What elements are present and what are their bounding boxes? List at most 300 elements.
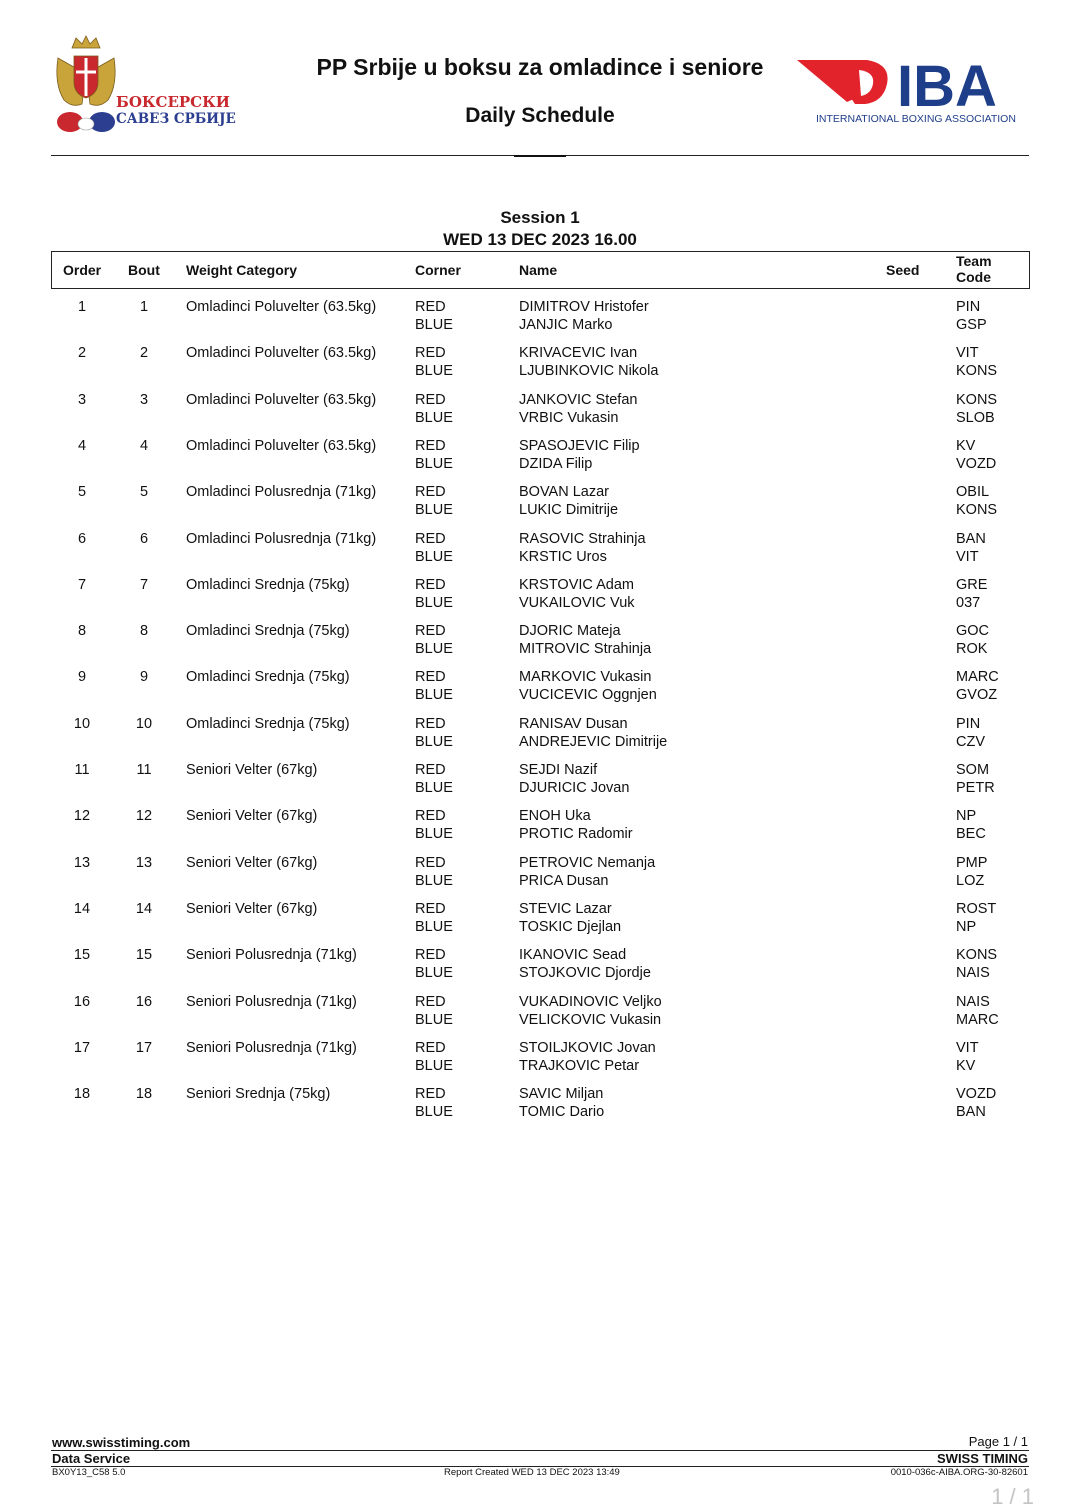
boxer-names <box>519 900 621 936</box>
boxer-names-line: IKANOVIC Sead <box>519 947 627 964</box>
boxer-names-line: MITROVIC Strahinja <box>519 641 652 658</box>
bout-number-line: 8 <box>139 623 149 640</box>
table-row <box>0 298 1080 344</box>
svg-text:САВЕЗ СРБИЈЕ: САВЕЗ СРБИЈЕ <box>116 111 236 127</box>
footer-report-created: Report Created WED 13 DEC 2023 13:49 <box>444 1467 620 1478</box>
weight-category-line: Seniori Velter (67kg) <box>186 854 318 871</box>
weight-category <box>186 344 376 362</box>
bout-number-line: 4 <box>139 437 149 454</box>
bout-number-line: 3 <box>139 391 149 408</box>
team-codes-line: LOZ <box>956 872 985 889</box>
corner-labels <box>415 622 453 658</box>
weight-category <box>186 900 317 918</box>
boxer-names-line: LJUBINKOVIC Nikola <box>519 363 659 380</box>
weight-category-line: Seniori Velter (67kg) <box>186 900 318 917</box>
boxer-names-line: JANKOVIC Stefan <box>519 391 638 408</box>
bout-order-line: 6 <box>77 530 87 547</box>
bout-order <box>52 715 112 733</box>
corner-labels <box>415 483 453 519</box>
boxer-names <box>519 993 662 1029</box>
corner-labels-line: BLUE <box>415 918 453 935</box>
corner-labels <box>415 298 453 334</box>
weight-category <box>186 1085 330 1103</box>
team-codes <box>956 437 996 473</box>
weight-category <box>186 1039 357 1057</box>
footer-code: BX0Y13_C58 5.0 <box>52 1467 126 1478</box>
boxer-names <box>519 437 640 473</box>
table-row <box>0 807 1080 853</box>
bout-number <box>116 437 172 455</box>
viewer-page-indicator: 1 / 1 <box>991 1484 1034 1509</box>
team-codes-line: BAN <box>956 530 986 547</box>
boxer-names <box>519 622 651 658</box>
bout-number <box>116 1085 172 1103</box>
corner-labels-line: BLUE <box>415 687 453 704</box>
bout-number <box>116 1039 172 1057</box>
bout-order-line: 16 <box>73 993 91 1010</box>
weight-category <box>186 483 376 501</box>
bout-number-line: 17 <box>135 1039 153 1056</box>
boxer-names-line: ENOH Uka <box>519 808 591 825</box>
table-row <box>0 854 1080 900</box>
corner-labels <box>415 715 453 751</box>
corner-labels <box>415 1085 453 1121</box>
corner-labels <box>415 576 453 612</box>
corner-labels-line: BLUE <box>415 502 453 519</box>
weight-category-line: Omladinci Srednja (75kg) <box>186 669 350 686</box>
corner-labels-line: BLUE <box>415 1011 453 1028</box>
weight-category-line: Seniori Polusrednja (71kg) <box>186 1039 357 1056</box>
boxing-federation-serbia-logo <box>52 34 236 140</box>
weight-category-line: Omladinci Srednja (75kg) <box>186 576 350 593</box>
corner-labels-line: RED <box>415 299 446 315</box>
boxer-names-line: PRICA Dusan <box>519 872 609 889</box>
footer-brand: SWISS TIMING <box>937 1451 1028 1466</box>
bout-order <box>52 622 112 640</box>
weight-category-line: Omladinci Poluvelter (63.5kg) <box>186 299 377 315</box>
corner-labels <box>415 854 453 890</box>
column-header-bout: Bout <box>128 262 160 278</box>
team-codes-line: VIT <box>956 345 979 362</box>
boxer-names-line: STOJKOVIC Djordje <box>519 965 651 982</box>
bout-order-line: 2 <box>77 345 87 362</box>
bout-number-line: 12 <box>135 808 153 825</box>
team-codes-line: GVOZ <box>956 687 998 704</box>
bout-number-line: 7 <box>139 576 149 593</box>
document-subtitle: Daily Schedule <box>465 104 615 127</box>
bout-order-line: 9 <box>77 669 87 686</box>
bout-number-line: 16 <box>135 993 153 1010</box>
bout-number <box>116 946 172 964</box>
team-codes-line: KONS <box>956 502 998 519</box>
team-codes <box>956 344 997 380</box>
team-codes <box>956 298 987 334</box>
bout-order-line: 11 <box>74 762 90 778</box>
bout-number <box>116 900 172 918</box>
boxer-names-line: VELICKOVIC Vukasin <box>519 1011 662 1028</box>
corner-labels-line: RED <box>415 484 446 501</box>
bout-number <box>116 715 172 733</box>
bout-order-line: 10 <box>73 715 91 732</box>
boxer-names-line: TOSKIC Djejlan <box>519 918 622 935</box>
team-codes-line: OBIL <box>956 484 990 501</box>
bout-number-line: 5 <box>139 484 149 501</box>
corner-labels <box>415 668 453 704</box>
weight-category <box>186 807 317 825</box>
team-codes-line: VIT <box>956 1039 979 1056</box>
corner-labels-line: BLUE <box>415 594 453 611</box>
bout-number <box>116 576 172 594</box>
team-codes <box>956 946 997 982</box>
boxer-names-line: TRAJKOVIC Petar <box>519 1057 640 1074</box>
corner-labels-line: RED <box>415 900 446 917</box>
header-divider-accent <box>514 155 566 157</box>
team-codes-line: MARC <box>956 669 999 686</box>
team-codes <box>956 993 999 1029</box>
boxer-names-line: RANISAV Dusan <box>519 715 628 732</box>
weight-category <box>186 854 317 872</box>
boxer-names <box>519 576 635 612</box>
corner-labels-line: RED <box>415 993 446 1010</box>
table-row <box>0 576 1080 622</box>
team-codes-line: CZV <box>956 733 985 750</box>
bout-order-line: 18 <box>73 1086 91 1103</box>
bout-order <box>52 807 112 825</box>
corner-labels <box>415 761 453 797</box>
corner-labels-line: RED <box>415 1086 446 1103</box>
team-codes-line: 037 <box>956 594 981 611</box>
corner-labels-line: RED <box>415 808 446 825</box>
corner-labels-line: BLUE <box>415 733 453 750</box>
team-codes-line: SLOB <box>956 409 995 426</box>
table-row <box>0 530 1080 576</box>
table-row <box>0 483 1080 529</box>
corner-labels-line: RED <box>415 391 446 408</box>
table-row <box>0 761 1080 807</box>
footer-website: www.swisstiming.com <box>52 1435 191 1450</box>
boxer-names-line: SPASOJEVIC Filip <box>519 437 640 454</box>
bout-order <box>52 854 112 872</box>
bout-order <box>52 344 112 362</box>
team-codes-line: GSP <box>956 317 987 333</box>
table-row <box>0 900 1080 946</box>
iba-logo <box>795 54 1031 126</box>
boxer-names-line: BOVAN Lazar <box>519 484 609 501</box>
corner-labels <box>415 807 453 843</box>
corner-labels-line: BLUE <box>415 409 453 426</box>
team-codes <box>956 576 987 612</box>
column-header-seed: Seed <box>886 262 920 278</box>
svg-text:БОКСЕРСКИ: БОКСЕРСКИ <box>116 93 230 111</box>
team-codes <box>956 761 995 797</box>
boxer-names-line: KRSTOVIC Adam <box>519 576 634 593</box>
bout-order <box>52 576 112 594</box>
team-codes <box>956 1039 979 1075</box>
boxer-names-line: VUKADINOVIC Veljko <box>519 993 662 1010</box>
table-row <box>0 1085 1080 1131</box>
boxer-names-line: ANDREJEVIC Dimitrije <box>519 733 668 750</box>
team-codes-line: GRE <box>956 576 988 593</box>
corner-labels-line: BLUE <box>415 455 453 472</box>
corner-labels-line: RED <box>415 669 446 686</box>
boxer-names-line: KRSTIC Uros <box>519 548 607 565</box>
boxer-names <box>519 807 633 843</box>
boxer-names-line: KRIVACEVIC Ivan <box>519 345 638 362</box>
bout-order-line: 13 <box>73 854 91 871</box>
team-codes <box>956 622 989 658</box>
svg-text:INTERNATIONAL BOXING ASSOCIATI: INTERNATIONAL BOXING ASSOCIATION <box>816 113 1016 125</box>
corner-labels-line: RED <box>415 947 446 964</box>
bout-order-line: 5 <box>77 484 87 501</box>
bout-number <box>116 483 172 501</box>
weight-category-line: Omladinci Polusrednja (71kg) <box>186 484 377 501</box>
bout-number-line: 6 <box>139 530 149 547</box>
team-codes-line: NP <box>956 918 977 935</box>
weight-category <box>186 437 376 455</box>
bout-order <box>52 298 112 316</box>
weight-category <box>186 993 357 1011</box>
footer-divider <box>51 1450 1029 1451</box>
team-codes-line: KV <box>956 437 976 454</box>
corner-labels-line: BLUE <box>415 1057 453 1074</box>
corner-labels <box>415 530 453 566</box>
bout-order <box>52 946 112 964</box>
table-row <box>0 344 1080 390</box>
corner-labels <box>415 946 453 982</box>
corner-labels-line: BLUE <box>415 780 453 796</box>
bout-number-line: 1 <box>139 299 149 315</box>
bout-number <box>116 530 172 548</box>
boxer-names <box>519 668 657 704</box>
table-row <box>0 1039 1080 1085</box>
bout-number <box>116 298 172 316</box>
bout-number <box>116 854 172 872</box>
team-codes-line: NP <box>956 808 977 825</box>
team-codes <box>956 854 987 890</box>
weight-category <box>186 298 376 316</box>
weight-category <box>186 530 376 548</box>
corner-labels-line: RED <box>415 437 446 454</box>
team-codes-line: SOM <box>956 762 990 778</box>
bout-number-line: 11 <box>136 762 152 778</box>
session-label: Session 1 <box>500 208 580 227</box>
team-codes-line: PIN <box>956 715 981 732</box>
team-codes-line: MARC <box>956 1011 999 1028</box>
bout-order-line: 7 <box>77 576 87 593</box>
team-codes-line: ROK <box>956 641 988 658</box>
bout-number <box>116 761 172 779</box>
team-codes <box>956 807 986 843</box>
bout-number <box>116 668 172 686</box>
table-row <box>0 622 1080 668</box>
boxer-names-line: LUKIC Dimitrije <box>519 502 619 519</box>
team-codes-line: VOZD <box>956 455 997 472</box>
boxer-names <box>519 298 649 334</box>
boxer-names <box>519 391 637 427</box>
bout-number-line: 18 <box>135 1086 153 1103</box>
team-codes-line: VIT <box>956 548 979 565</box>
table-row <box>0 391 1080 437</box>
weight-category-line: Omladinci Poluvelter (63.5kg) <box>186 391 377 408</box>
bout-order <box>52 391 112 409</box>
boxer-names-line: PETROVIC Nemanja <box>519 854 656 871</box>
bout-number <box>116 622 172 640</box>
corner-labels <box>415 993 453 1029</box>
boxer-names-line: SAVIC Miljan <box>519 1086 604 1103</box>
corner-labels-line: RED <box>415 762 446 778</box>
team-codes-line: PMP <box>956 854 988 871</box>
bout-order <box>52 437 112 455</box>
boxer-names-line: STEVIC Lazar <box>519 900 612 917</box>
bout-order <box>52 483 112 501</box>
weight-category-line: Seniori Srednja (75kg) <box>186 1086 331 1103</box>
boxer-names <box>519 715 667 751</box>
weight-category <box>186 576 350 594</box>
bout-order <box>52 530 112 548</box>
table-row <box>0 946 1080 992</box>
team-codes <box>956 668 999 704</box>
team-codes <box>956 483 997 519</box>
team-codes <box>956 1085 996 1121</box>
bout-order <box>52 1039 112 1057</box>
bout-order <box>52 668 112 686</box>
table-row <box>0 668 1080 714</box>
team-codes-line: KONS <box>956 947 998 964</box>
bout-number-line: 13 <box>135 854 153 871</box>
bout-order-line: 8 <box>77 623 87 640</box>
team-codes <box>956 391 997 427</box>
bout-order-line: 4 <box>77 437 87 454</box>
weight-category <box>186 622 350 640</box>
corner-labels-line: BLUE <box>415 363 453 380</box>
corner-labels-line: RED <box>415 854 446 871</box>
table-row <box>0 437 1080 483</box>
bout-number-line: 15 <box>135 947 153 964</box>
team-codes <box>956 900 996 936</box>
boxer-names-line: VUCICEVIC Oggnjen <box>519 687 657 704</box>
boxer-names-line: VUKAILOVIC Vuk <box>519 594 635 611</box>
corner-labels <box>415 900 453 936</box>
corner-labels <box>415 344 453 380</box>
team-codes-line: KV <box>956 1057 976 1074</box>
session-datetime: WED 13 DEC 2023 16.00 <box>443 230 637 249</box>
weight-category <box>186 715 350 733</box>
team-codes-line: BEC <box>956 826 986 843</box>
boxer-names-line: DZIDA Filip <box>519 455 593 472</box>
corner-labels-line: BLUE <box>415 826 453 843</box>
team-codes-line: PIN <box>956 299 981 315</box>
bout-number <box>116 993 172 1011</box>
footer-page-number: Page 1 / 1 <box>968 1434 1028 1449</box>
boxer-names-line: RASOVIC Strahinja <box>519 530 646 547</box>
boxer-names-line: DJURICIC Jovan <box>519 780 630 796</box>
boxer-names-line: JANJIC Marko <box>519 317 613 333</box>
corner-labels-line: RED <box>415 623 446 640</box>
corner-labels <box>415 391 453 427</box>
team-codes-line: BAN <box>956 1104 986 1121</box>
weight-category-line: Omladinci Srednja (75kg) <box>186 715 350 732</box>
team-codes-line: VOZD <box>956 1086 997 1103</box>
weight-category-line: Seniori Velter (67kg) <box>186 762 318 778</box>
corner-labels-line: RED <box>415 576 446 593</box>
boxer-names-line: TOMIC Dario <box>519 1104 605 1121</box>
boxer-names-line: VRBIC Vukasin <box>519 409 619 426</box>
boxer-names <box>519 483 618 519</box>
bout-order-line: 15 <box>73 947 91 964</box>
corner-labels-line: RED <box>415 530 446 547</box>
weight-category <box>186 946 357 964</box>
table-row <box>0 715 1080 761</box>
corner-labels-line: RED <box>415 715 446 732</box>
footer-data-service: Data Service <box>52 1451 131 1466</box>
bout-number <box>116 344 172 362</box>
boxer-names-line: SEJDI Nazif <box>519 762 598 778</box>
corner-labels-line: BLUE <box>415 1104 453 1121</box>
column-header-corner: Corner <box>415 262 461 278</box>
bout-order <box>52 993 112 1011</box>
boxer-names <box>519 530 646 566</box>
corner-labels <box>415 1039 453 1075</box>
team-codes-line: PETR <box>956 780 995 796</box>
corner-labels-line: BLUE <box>415 872 453 889</box>
bout-order-line: 14 <box>73 900 91 917</box>
boxer-names <box>519 344 658 380</box>
corner-labels-line: RED <box>415 1039 446 1056</box>
bout-order-line: 3 <box>77 391 87 408</box>
bout-number-line: 10 <box>135 715 153 732</box>
column-header-name: Name <box>519 262 558 278</box>
weight-category-line: Omladinci Polusrednja (71kg) <box>186 530 377 547</box>
corner-labels-line: RED <box>415 345 446 362</box>
column-header-weight-category: Weight Category <box>186 262 297 278</box>
bout-order-line: 1 <box>77 299 87 315</box>
team-codes-line: NAIS <box>956 965 990 982</box>
weight-category-line: Seniori Polusrednja (71kg) <box>186 993 357 1010</box>
bout-number <box>116 807 172 825</box>
weight-category-line: Omladinci Poluvelter (63.5kg) <box>186 345 377 362</box>
boxer-names-line: DIMITROV Hristofer <box>519 299 649 315</box>
team-codes-line: ROST <box>956 900 997 917</box>
bout-order-line: 12 <box>73 808 91 825</box>
weight-category-line: Seniori Velter (67kg) <box>186 808 318 825</box>
weight-category-line: Omladinci Poluvelter (63.5kg) <box>186 437 377 454</box>
team-codes-line: KONS <box>956 363 998 380</box>
bout-order <box>52 1085 112 1103</box>
weight-category-line: Seniori Polusrednja (71kg) <box>186 947 357 964</box>
bout-number-line: 9 <box>139 669 149 686</box>
team-codes <box>956 715 985 751</box>
team-codes-line: NAIS <box>956 993 990 1010</box>
bout-order-line: 17 <box>73 1039 91 1056</box>
boxer-names-line: MARKOVIC Vukasin <box>519 669 652 686</box>
weight-category <box>186 761 317 779</box>
boxer-names <box>519 761 629 797</box>
bout-order <box>52 900 112 918</box>
team-codes-line: KONS <box>956 391 998 408</box>
column-header-team-code: Team Code <box>956 253 992 285</box>
boxer-names <box>519 1039 656 1075</box>
svg-text:IBA: IBA <box>897 54 997 119</box>
table-header <box>51 251 1030 289</box>
weight-category <box>186 668 350 686</box>
team-codes-line: GOC <box>956 623 990 640</box>
corner-labels <box>415 437 453 473</box>
boxer-names <box>519 1085 604 1121</box>
column-header-order: Order <box>63 262 102 278</box>
boxer-names-line: PROTIC Radomir <box>519 826 633 843</box>
table-row <box>0 993 1080 1039</box>
boxer-names-line: DJORIC Mateja <box>519 623 621 640</box>
